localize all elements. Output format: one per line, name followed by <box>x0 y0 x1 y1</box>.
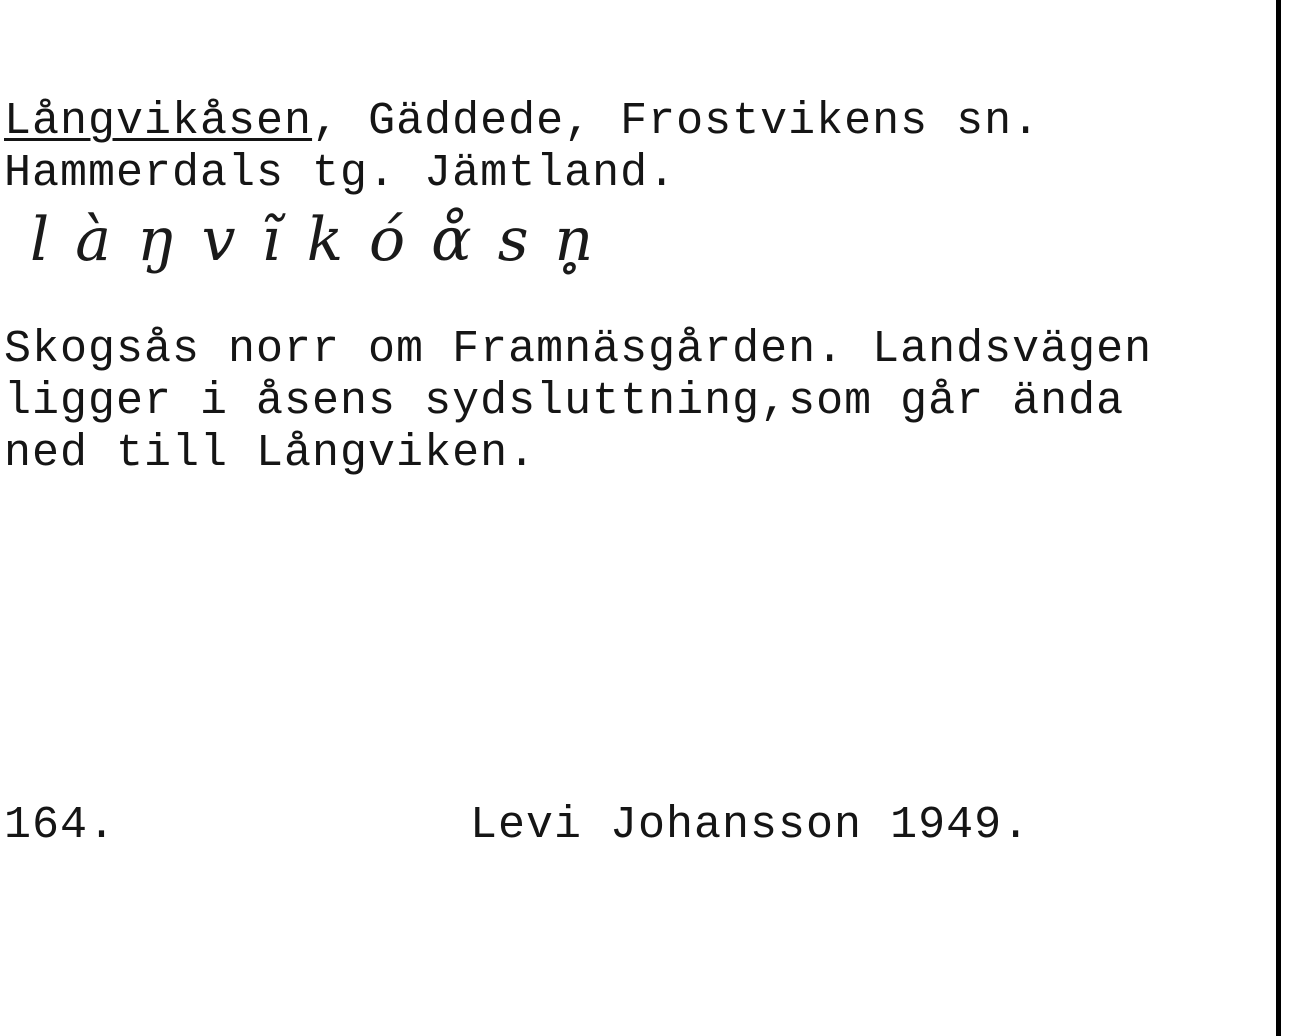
title-location: , Gäddede, Frostvikens sn. <box>312 96 1041 147</box>
card-number: 164. <box>4 800 117 851</box>
description-line-1: Skogsås norr om Framnäsgården. Landsvägen <box>4 324 1153 375</box>
description-line-2: ligger i åsens sydsluttning,som går ända <box>4 376 1125 427</box>
description-line-3: ned till Långviken. <box>4 428 537 479</box>
recorder-and-year: Levi Johansson 1949. <box>470 800 1031 851</box>
district-line: Hammerdals tg. Jämtland. <box>4 148 677 199</box>
phonetic-transcription: làŋvĩkóɑ̊sn̥ <box>30 205 620 275</box>
place-name: Långvikåsen <box>4 96 313 147</box>
title-line <box>4 96 1040 148</box>
card-edge-line <box>1276 0 1281 1036</box>
